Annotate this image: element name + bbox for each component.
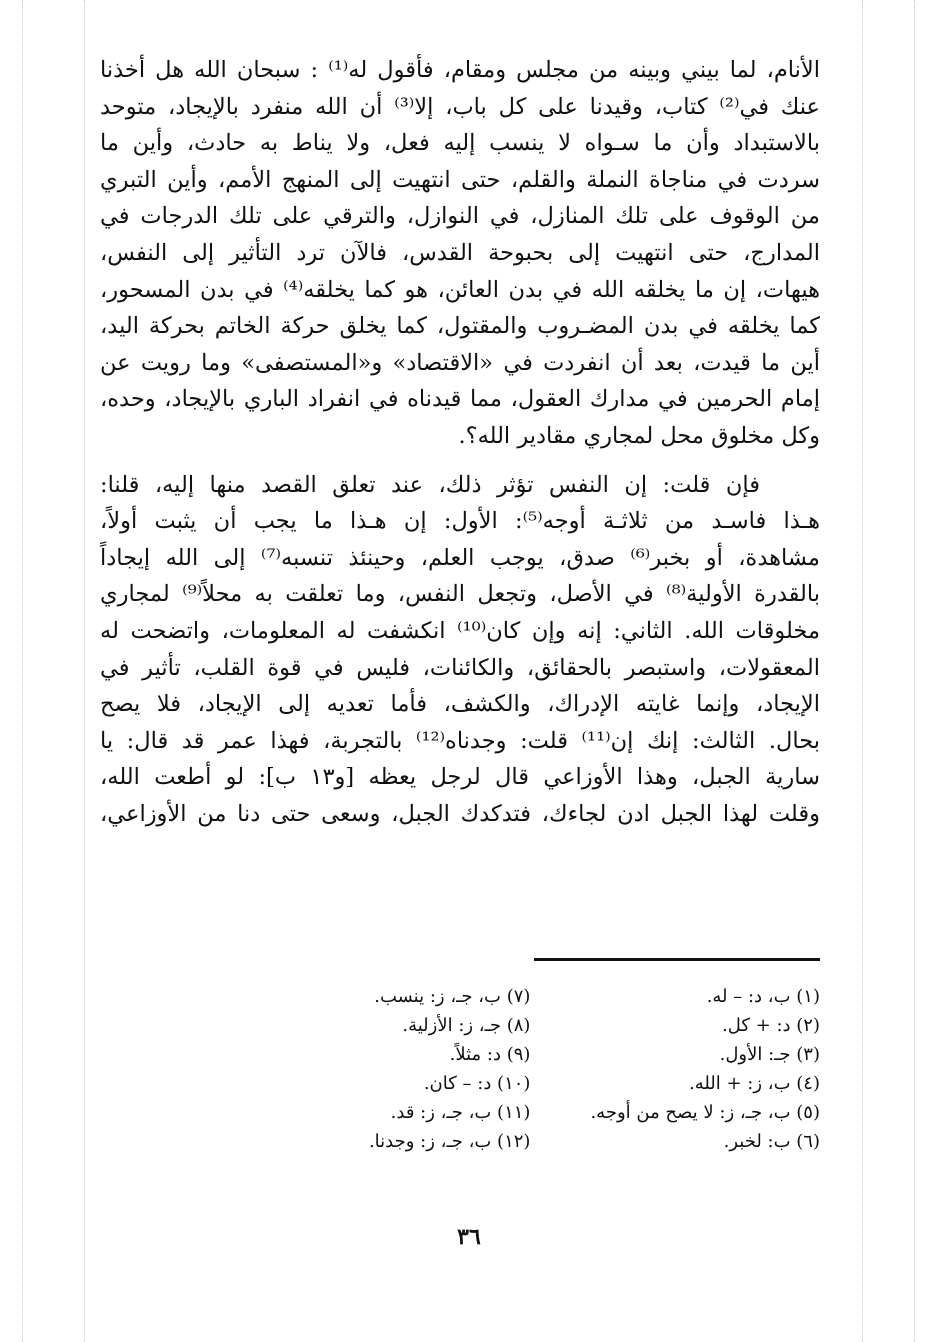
margin-guide-left-outer	[22, 0, 23, 1342]
text-line: بحال. الثالث: إنك إن⁽¹¹⁾ قلت: وجدناه⁽¹²⁾ بالتجربة، فهذا عمر قد قال: يا	[100, 727, 820, 754]
footnote: (٢) د: + كل.	[722, 1015, 820, 1036]
page-number: ٣٦	[457, 1224, 481, 1250]
footnote: (١٢) ب، جـ، ز: وجدنا.	[368, 1131, 531, 1152]
margin-guide-left-inner	[84, 0, 85, 1342]
text-line: هـذا فاسـد من ثلاثـة أوجه⁽⁵⁾: الأول: إن هـذا ما يجب أن يثبت أولاً،	[100, 508, 820, 535]
text-line-last: وكل مخلوق محل لمجاري مقادير الله؟.	[458, 422, 820, 449]
footnote: (١) ب، د: – له.	[706, 986, 820, 1007]
margin-guide-right-inner	[862, 0, 863, 1342]
footnotes	[190, 982, 820, 1156]
paragraph-2	[100, 467, 820, 833]
footnote: (٨) جـ، ز: الأزلية.	[402, 1015, 531, 1036]
margin-guide-right-outer	[914, 0, 915, 1342]
footnote: (٧) ب، جـ، ز: ينسب.	[374, 986, 531, 1007]
text-line: سارية الجبل، وهذا الأوزاعي قال لرجل يعظه [و١٣ ب]: لو أطعت الله،	[100, 764, 820, 791]
footnote-separator	[534, 958, 820, 961]
text-line: وقلت لهذا الجبل ادن لجاءك، فتدكدك الجبل، وسعى حتى دنا من الأوزاعي،	[100, 800, 820, 827]
footnote: (٥) ب، جـ، ز: لا يصح من أوجه.	[590, 1102, 820, 1123]
text-line: إمام الحرمين في مدارك العقول، مما قيدناه في انفراد الباري بالإيجاد، وحده،	[100, 386, 820, 413]
footnote: (١٠) د: – كان.	[423, 1073, 531, 1094]
text-line: عنك في⁽²⁾ كتاب، وقيدنا على كل باب، إلا⁽³⁾ أن الله منفرد بالإيجاد، متوحد	[100, 93, 820, 120]
text-line: بالاستبداد وأن ما سـواه لا ينسب إليه فعل، ولا يناط به حادث، وأين ما	[100, 130, 820, 157]
text-line: الأنام، لما بيني وبينه من مجلس ومقام، فأقول له⁽¹⁾ : سبحان الله هل أخذنا	[100, 57, 820, 83]
text-line: المعقولات، واستبصر بالحقائق، والكائنات، فليس في قوة القلب، تأثير في	[100, 654, 820, 681]
body-text	[100, 52, 820, 832]
text-line: بالقدرة الأولية⁽⁸⁾ في الأصل، وتجعل النفس، وما تعلقت به محلاً⁽⁹⁾ لمجاري	[100, 581, 820, 608]
footnote: (٦) ب: لخبر.	[723, 1131, 820, 1152]
text-line: فإن قلت: إن النفس تؤثر ذلك، عند تعلق القصد منها إليه، قلنا:	[100, 471, 760, 498]
footnotes-right-column	[590, 982, 820, 1156]
text-line: كما يخلقه في بدن المضـروب والمقتول، كما يخلق حركة الخاتم بحركة اليد،	[100, 313, 820, 340]
paragraph-1	[100, 52, 820, 455]
text-line: هيهات، إن ما يخلقه الله في بدن العائن، هو كما يخلقه⁽⁴⁾ في بدن المسحور،	[100, 276, 820, 303]
text-line: مخلوقات الله. الثاني: إنه وإن كان⁽¹⁰⁾ انكشفت له المعلومات، واتضحت له	[100, 617, 820, 644]
footnotes-left-column	[369, 982, 531, 1156]
text-line: مشاهدة، أو بخبر⁽⁶⁾ صدق، يوجب العلم، وحينئذ تنسبه⁽⁷⁾ إلى الله إيجاداً	[100, 544, 820, 571]
text-line: أين ما قيدت، بعد أن انفردت في «الاقتصاد» و«المستصفى» وما رويت عن	[100, 349, 820, 376]
footnote: (١١) ب، جـ، ز: قد.	[390, 1102, 531, 1123]
footnote: (٣) جـ: الأول.	[719, 1044, 820, 1065]
text-line: من الوقوف على تلك المنازل، في النوازل، والترقي على تلك الدرجات في	[100, 203, 820, 230]
footnote: (٤) ب، ز: + الله.	[688, 1073, 820, 1094]
text-line: سردت في مناجاة النملة والقلم، حتى انتهيت إلى المنهج الأمم، وأين التبري	[100, 166, 820, 193]
text-line: الإيجاد، وإنما غايته الإدراك، والكشف، فأما تعديه إلى الإيجاد، فلا يصح	[100, 691, 820, 718]
text-line: المدارج، حتى انتهيت إلى بحبوحة القدس، فالآن ترد التأثير إلى النفس،	[100, 239, 820, 266]
footnote: (٩) د: مثلاً.	[449, 1044, 531, 1065]
